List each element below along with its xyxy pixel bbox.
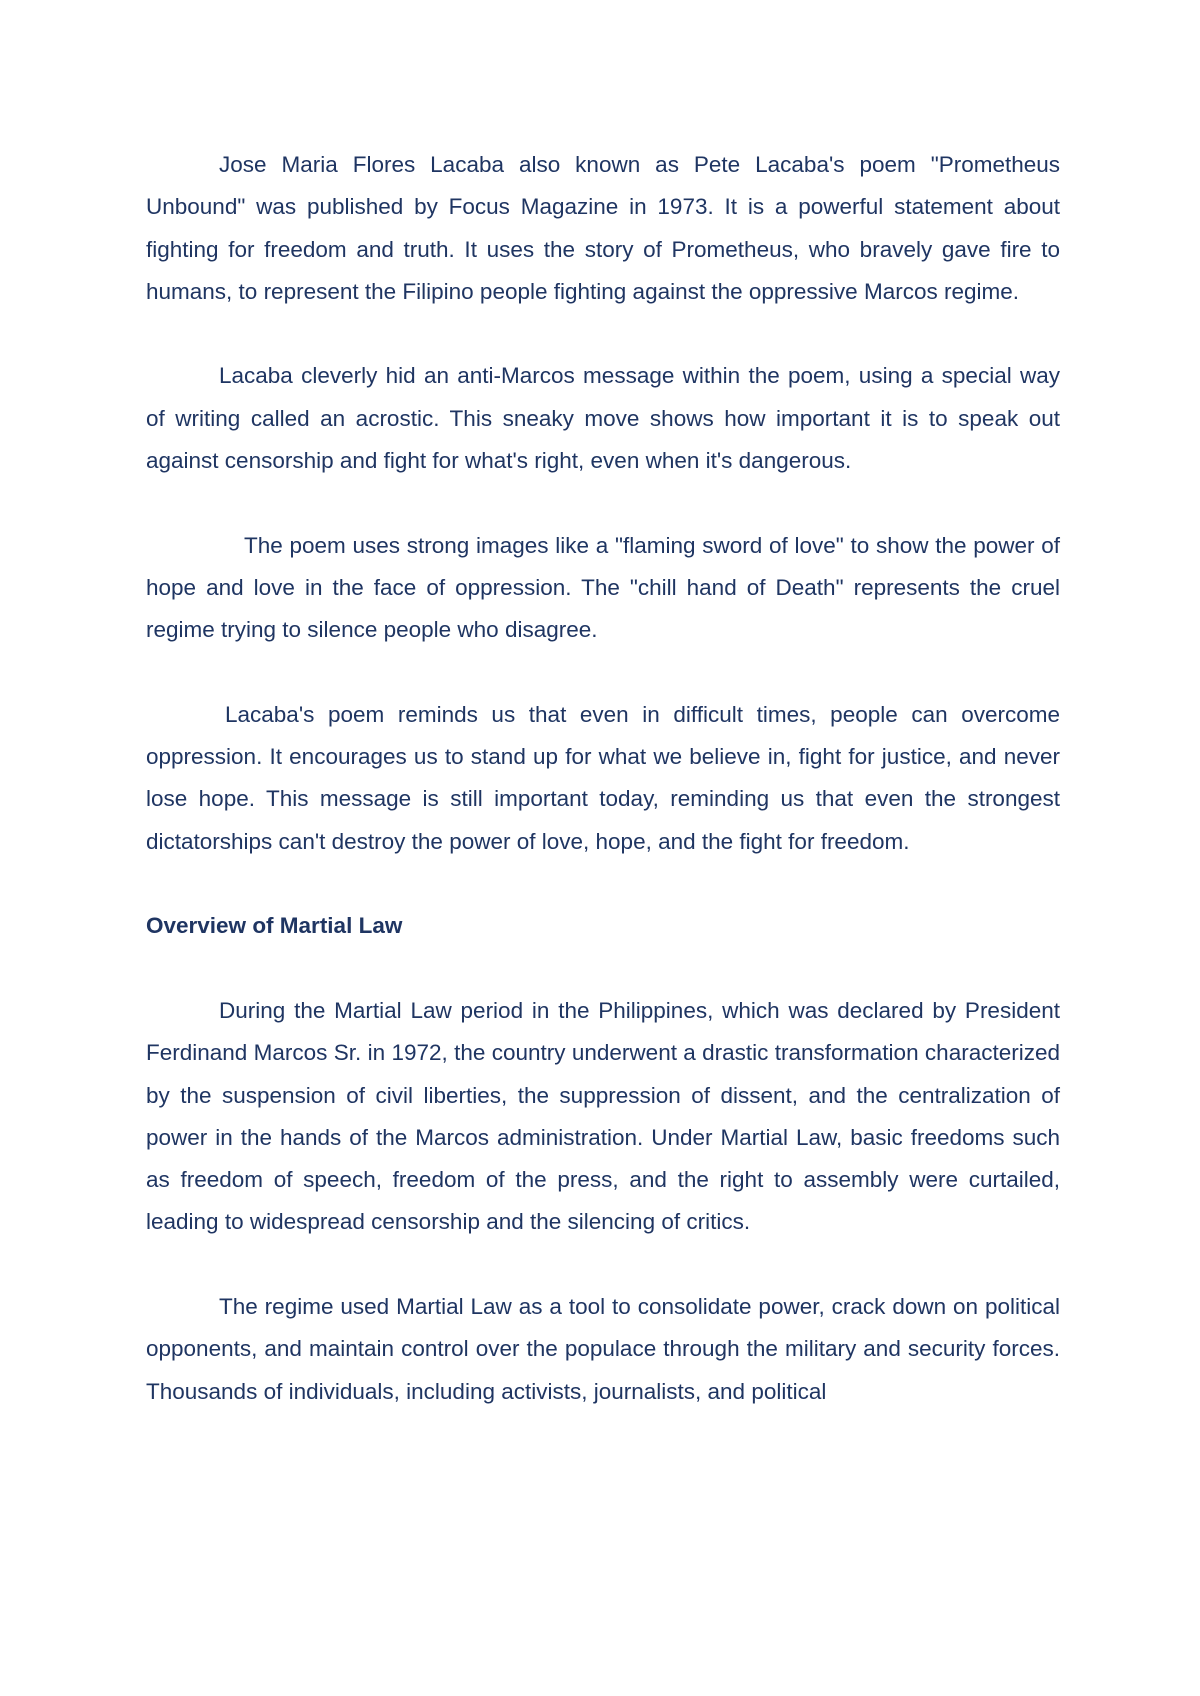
document-page bbox=[146, 144, 1060, 1413]
paragraph-acrostic: Lacaba cleverly hid an anti-Marcos message within the poem, using a special way of writing called an acrostic. This sneaky move shows how important it is to speak out against censorship and fight for what's right, even when it's dangerous. bbox=[146, 363, 1060, 474]
paragraph-reminder: Lacaba's poem reminds us that even in difficult times, people can overcome oppression. It encourages us to stand up for what we believe in, fight for justice, and never lose hope. This message is still important today, reminding us that even the strongest dictatorships can't destroy the power of love, hope, and the fight for freedom. bbox=[146, 701, 1060, 854]
paragraph-prometheus-unbound: Jose Maria Flores Lacaba also known as Pete Lacaba's poem "Prometheus Unbound" was published by Focus Magazine in 1973. It is a powerful statement about fighting for freedom and truth. It uses the story of Prometheus, who bravely gave fire to humans, to represent the Filipino people fighting against the oppressive Marcos regime. bbox=[146, 152, 1060, 304]
paragraph-imagery: The poem uses strong images like a "flaming sword of love" to show the power of hope and love in the face of oppression. The "chill hand of Death" represents the cruel regime trying to silence people who disagree. bbox=[146, 532, 1060, 643]
paragraph-regime-control: The regime used Martial Law as a tool to consolidate power, crack down on political opponents, and maintain control over the populace through the military and security forces. Thousands of individuals, including activists, journalists, and political bbox=[146, 1294, 1060, 1404]
section-heading: Overview of Martial Law bbox=[146, 913, 403, 939]
paragraph-martial-law-overview: During the Martial Law period in the Philippines, which was declared by President Ferdinand Marcos Sr. in 1972, the country underwent a drastic transformation characterized by the suspension of civil liberties, the suppression of dissent, and the centralization of power in the hands of the Marcos administration. Under Martial Law, basic freedoms such as freedom of speech, freedom of the press, and the right to assembly were curtailed, leading to widespread censorship and the silencing of critics. bbox=[146, 997, 1060, 1235]
